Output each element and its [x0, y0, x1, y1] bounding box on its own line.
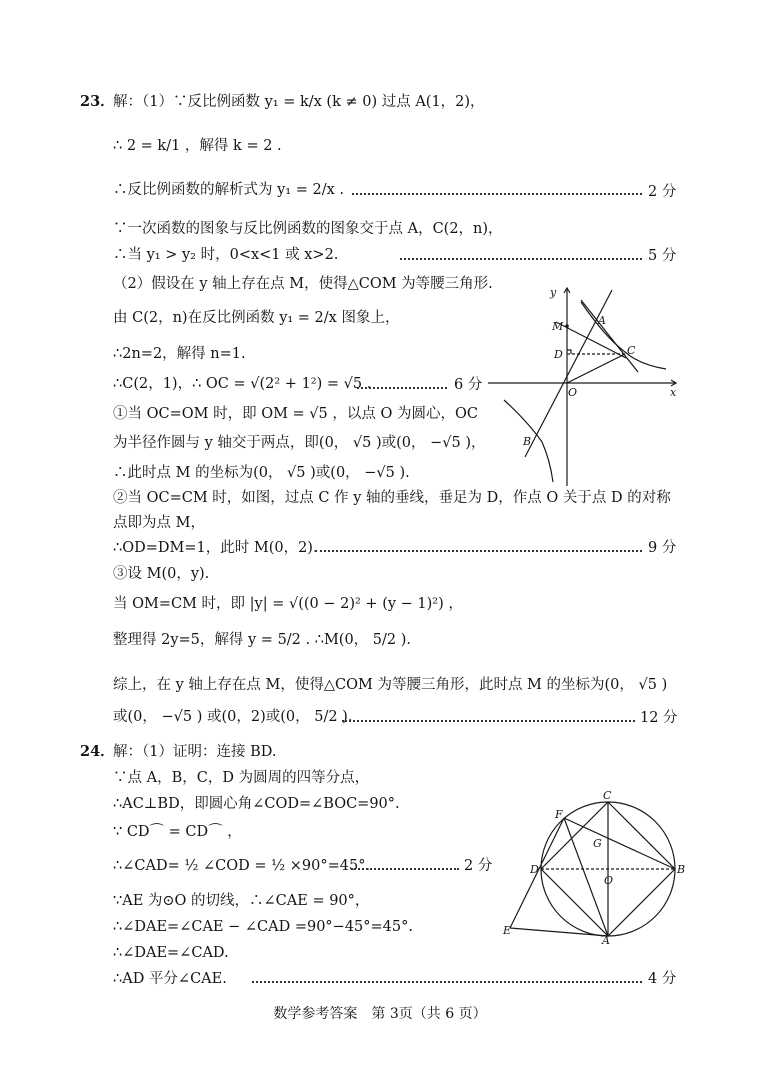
- label-a: A: [598, 314, 606, 327]
- dot-leader: [252, 981, 642, 984]
- q23-line-16: ③设 M(0，y).: [113, 566, 210, 582]
- q23-line-12: ∴此时点 M 的坐标为(0， √5 )或(0， −√5 ).: [113, 465, 410, 481]
- q24-line-2: ∵点 A，B，C，D 为圆周的四等分点，: [113, 770, 370, 786]
- point-m: [565, 324, 569, 328]
- q24-line-8: ∴∠DAE=∠CAD.: [113, 945, 229, 961]
- tangent-ae: [510, 928, 608, 936]
- label-d: D: [554, 348, 563, 361]
- label-m: M: [552, 320, 564, 333]
- question-number-24: 24．: [80, 743, 115, 760]
- label-c: C: [603, 789, 612, 802]
- label-e: E: [503, 924, 512, 937]
- q24-line-1: 解：（1）证明：连接 BD.: [113, 744, 277, 760]
- q24-line-3: ∴AC⊥BD，即圆心角∠COD=∠BOC=90°.: [113, 796, 400, 812]
- q23-line-8: ∴2n=2，解得 n=1.: [113, 346, 246, 362]
- page-footer: 数学参考答案 第 3页（共 6 页）: [273, 1006, 487, 1022]
- q23-line-15: ∴OD=DM=1，此时 M(0，2).: [113, 540, 318, 556]
- question-number-23: 23．: [80, 93, 115, 110]
- label-g: G: [593, 837, 602, 850]
- label-d: D: [530, 863, 539, 876]
- score-label: 5 分: [648, 248, 677, 264]
- label-x: x: [670, 386, 677, 399]
- q23-line-5: ∴当 y₁ > y₂ 时，0<x<1 或 x>2.: [113, 247, 339, 263]
- dot-leader: [400, 258, 642, 261]
- q23-line-19: 综上，在 y 轴上存在点 M，使得△COM 为等腰三角形，此时点 M 的坐标为(0， √5 ): [113, 677, 668, 693]
- score-label: 9 分: [648, 540, 677, 556]
- q23-line-1: 解：（1）∵反比例函数 y₁ = k/x (k ≠ 0) 过点 A(1，2)，: [113, 94, 485, 110]
- q23-coordinate-figure: [480, 282, 680, 488]
- dot-leader: [352, 193, 642, 196]
- score-label: 2 分: [464, 858, 493, 874]
- q24-line-7: ∴∠DAE=∠CAE − ∠CAD =90°−45°=45°.: [113, 919, 413, 935]
- q24-line-9: ∴AD 平分∠CAE.: [113, 971, 227, 987]
- q23-line-13: ②当 OC=CM 时，如图，过点 C 作 y 轴的垂线，垂足为 D，作点 O 关于点 D 的对称: [113, 490, 671, 506]
- score-label: 12 分: [640, 710, 678, 726]
- label-a: A: [602, 934, 610, 946]
- q23-line-14: 点即为点 M，: [113, 515, 205, 531]
- score-label: 6 分: [454, 377, 483, 393]
- q23-line-9: ∴C(2，1)，∴ OC = √(2² + 1²) = √5 .: [113, 376, 372, 392]
- label-f: F: [555, 808, 563, 821]
- dot-leader: [342, 720, 635, 723]
- q24-circle-figure: [498, 788, 688, 946]
- q23-line-17: 当 OM=CM 时，即 |y| = √((0 − 2)² + (y − 1)²) ，: [113, 596, 463, 612]
- score-label: 4 分: [648, 971, 677, 987]
- q23-line-6: （2）假设在 y 轴上存在点 M，使得△COM 为等腰三角形.: [113, 276, 493, 292]
- q23-line-11: 为半径作圆与 y 轴交于两点，即(0， √5 )或(0， −√5 )，: [113, 435, 486, 451]
- dot-leader: [351, 868, 459, 871]
- segment-oc: [567, 354, 625, 383]
- label-o: O: [604, 874, 614, 887]
- q23-line-4: ∵一次函数的图象与反比例函数的图象交于点 A，C(2，n)，: [113, 221, 503, 237]
- label-c: C: [627, 344, 636, 357]
- hyperbola-branch-first-quadrant: [581, 302, 666, 369]
- q24-line-4: ∵ CD⌒ = CD⌒ ，: [113, 824, 242, 840]
- label-o: O: [568, 386, 578, 399]
- q24-line-6: ∵AE 为⊙O 的切线，∴∠CAE = 90°，: [113, 893, 370, 909]
- label-b: B: [523, 435, 532, 448]
- dot-leader: [315, 550, 642, 553]
- dot-leader: [357, 387, 447, 390]
- score-label: 2 分: [648, 184, 677, 200]
- q23-line-10: ①当 OC=OM 时，即 OM = √5 ，以点 O 为圆心，OC: [113, 406, 478, 422]
- q23-line-7: 由 C(2，n)在反比例函数 y₁ = 2/x 图象上，: [113, 310, 400, 326]
- q24-line-5: ∴∠CAD= ½ ∠COD = ½ ×90°=45°.: [113, 858, 371, 874]
- q23-line-20: 或(0， −√5 ) 或(0，2)或(0， 5/2 ).: [113, 709, 353, 725]
- q23-line-3: ∴反比例函数的解析式为 y₁ = 2/x .: [113, 182, 344, 198]
- label-y: y: [550, 286, 557, 299]
- label-b: B: [677, 863, 686, 876]
- q23-line-18: 整理得 2y=5，解得 y = 5/2 . ∴M(0， 5/2 ).: [113, 632, 412, 648]
- q23-line-2: ∴ 2 = k/1 ，解得 k = 2 .: [113, 138, 282, 154]
